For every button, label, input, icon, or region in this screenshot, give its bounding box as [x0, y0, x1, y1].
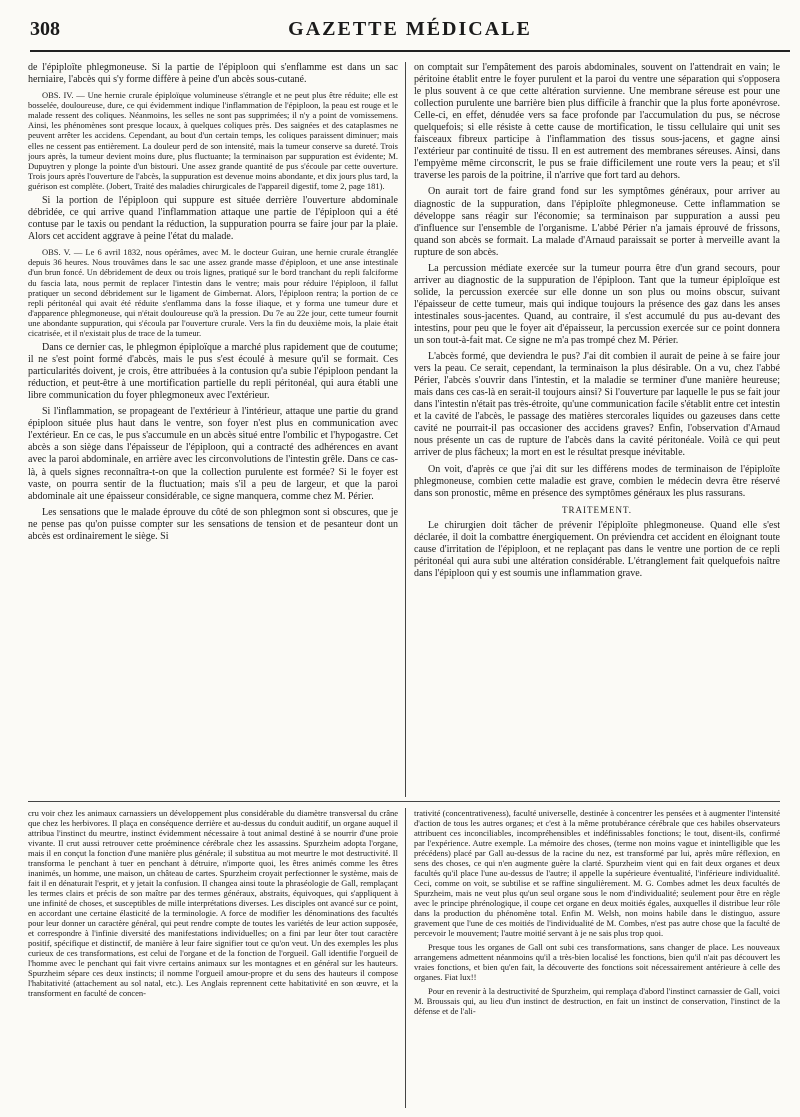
paragraph: Si la portion de l'épiploon qui suppure est située derrière l'ouverture abdominale débridée, ce qui arrive quand l'inflammation attaque une partie de l'épiploon qui a été contuse par le taxis ou pendant la réduction, la suppuration pourra se faire jour par la plaie. Alors cet accident aggrave à peine l'état du malade. [28, 195, 398, 243]
section-heading-traitement: TRAITEMENT. [561, 504, 633, 515]
paragraph: trativité (concentrativeness), faculté universelle, destinée à concentrer les pensées et à augmenter l'intensité d'action de tous les autres organes; et c'est à la même protubérance cérébrale que ces habiles observateurs attribuent ces inconciliables, incompréhensibles et indéfinissables fonctions; le tout, disent-ils, confirmé par l'expérience. Autre exemple. La mémoire des choses, (terme non moins vague et inintelligible que les précédens) placé par Gall au-dessus de la racine du nez, est transformé par lui, après mûre réflexion, en sens des choses, ce qui n'en augmente guère la clarté. Spurzheim vient qui en fait deux organes et deux facultés qu'il place l'une au-dessus de l'autre; il appelle la supérieure éventualité, l'inférieure individualité. Ceci, comme on voit, se subtilise et se raffine singulièrement. M. G. Combes admet les deux facultés de Spurzheim, mais ne veut plus qu'un seul organe sous le nom d'individualité; seulement pour être en règle avec le principe phrénologique, il coupe cet organe en deux moitiés égales, auxquelles il distribue leur rôle dans la production du phénomène total. Enfin M. Welsh, non moins habile dans le distinguo, assure gravement que l'une de ces moitiés de l'individualité de M. Combes, n'est pas autre chose que la faculté de percevoir le mouvement; l'autre moitié servant à je ne sais plus trop quoi. [414, 808, 780, 938]
page-number: 308 [30, 18, 60, 40]
column-divider [405, 62, 406, 797]
paragraph: cru voir chez les animaux carnassiers un développement plus considérable du diamètre transversal du crâne que chez les herbivores. Il plaça en conséquence derrière et au-dessus du conduit auditif, un organe auquel il attribua l'instinct du meurtre, instinct évidemment nécessaire à tout animal destiné à se nourrir d'une proie vivante. Il crut aussi retrouver cette proéminence cérébrale chez les assassins. Spurzheim adopta l'organe, mais il en conçut la fonction d'une manière plus générale; il substitua au mot meurtre le mot destructivité. Il transforma le penchant à tuer en penchant à détruire, n'importe quoi, les êtres animés comme les êtres inanimés, un homme, une maison, un château de cartes. Spurzheim croyait perfectionner le système, mais de fait il en dénaturait l'esprit, et y jetait la confusion. Il changea ainsi toute la phraséologie de Gall, remplaçant les termes clairs et précis de son maître par des termes généraux, abstraits, équivoques, qui s'appliquent à une infinité de choses, et susceptibles de mille interprétations diverses. Les disciples ont avancé sur ce point, en accordant une certaine élasticité de la terminologie. A force de modifier les dénominations des facultés pour leur donner un caractère général, qui peut rendre compte de toutes les variétés de leur action supposée, et correspondre à l'infinie diversité des manifestations individuelles; on a fini par leur ôter tout caractère positif, spécifique et distinctif, de manière à leur faire signifier tout ce qu'on veut. Un des exemples les plus curieux de ces transformations, est celui de l'organe et de la fonction de l'orgueil. Gall identifie l'orgueil de l'homme avec le penchant qui fait vivre certains animaux sur les montagnes et en général sur les hauteurs. Spurzheim sépare ces deux instincts; il nomme l'orgueil amour-propre et du sens des hauteurs il compose l'habitativité (attachement au sol natal, etc.). Les Anglais reprennent cette habitativité en son œuvre, et la transforment en faculté de concen- [28, 808, 398, 998]
paragraph: On voit, d'après ce que j'ai dit sur les différens modes de terminaison de l'épiploïte phlegmoneuse, combien cette maladie est grave, combien le médecin devra être réservé dans son pronostic, même en présence des symptômes généraux les plus rassurans. [414, 463, 780, 499]
paragraph: Presque tous les organes de Gall ont subi ces transformations, sans changer de place. Les nouveaux arrangemens admettent néanmoins qu'il a très-bien localisé les fonctions, bien qu'il n'ait pas découvert les vraies fonctions, et bien qu'en fait, la découverte des fonctions soit nécessairement antérieure à celle des organes. Fiat lux!! [414, 942, 780, 982]
journal-title: GAZETTE MÉDICALE [288, 18, 532, 40]
upper-left-column [28, 62, 398, 797]
paragraph: on comptait sur l'empâtement des parois abdominales, souvent on l'attendrait en vain; le péritoine établit entre le foyer purulent et la paroi du ventre une séparation qui s'opposera le plus souvent à ce que cette altération survienne. Une membrane séreuse est pour une collection purulente une barrière bien plus difficile à franchir que la plus forte aponévrose. Celle-ci, en effet, dénudée vers sa face profonde par l'accumulation du pus, se nécrose quelquefois; si elle résiste à cette cause de mortification, le tissu cellulaire qui unit ses faisceaux fibreux participe à l'inflammation des tissus sous-jacens, et gagne ainsi l'extérieur par continuité de tissu. Il en est autrement des membranes séreuses. Ainsi, dans l'empyème même circonscrit, le pus se fraie difficilement une route vers la peau; et s'il traverse les parois de la poitrine, il n'arrive que fort tard au dehors. [414, 62, 780, 182]
header-rule [30, 50, 790, 52]
paragraph: Si l'inflammation, se propageant de l'extérieur à l'intérieur, attaque une partie du grand épiploon située plus haut dans le ventre, son foyer n'est plus en communication avec l'extérieur. En ce cas, le pus s'accumule en un abcès situé entre l'ombilic et l'hypogastre. Cet abcès a son siège dans l'épaisseur de l'épiploon, qui a contracté des adhérences en avant avec la paroi abdominale, en arrière avec les circonvolutions de l'intestin grêle. Dans ce cas-là, à quels signes reconnaîtra-t-on que la collection purulente est formée? Si le foyer est vaste, on pourra sentir de la fluctuation; mais s'il a peu de largeur, et que la paroi abdominale ait une épaisseur considérable, ce signe manquera, comme chez M. Périer. [28, 406, 398, 502]
paragraph: Pour en revenir à la destructivité de Spurzheim, qui remplaça d'abord l'instinct carnassier de Gall, voici M. Broussais qui, au lieu d'un instinct de destruction, en fait un instinct de conservation, l'instinct de la défense et de l'ali- [414, 986, 780, 1016]
paragraph: La percussion médiate exercée sur la tumeur pourra être d'un grand secours, pour arriver au diagnostic de la suppuration de l'épiploon. Tant que la tumeur épiploïque est solide, la percussion exercée sur elle donne un son plus ou moins obscur, suivant l'épaisseur de cette tumeur, mais qui indique toujours la présence des gaz dans les anses intestinales sous-jacentes. Quand, au contraire, il s'est accumulé du pus au-devant des intestins, pour peu que le foyer ait d'épaisseur, la percussion exercée sur ce point donnera un son tout-à-fait mat. Ce signe ne m'a pas trompé chez M. Périer. [414, 262, 780, 347]
lower-right-column [414, 808, 780, 1108]
paragraph: Les sensations que le malade éprouve du côté de son phlegmon sont si obscures, que je ne pense pas qu'on puisse compter sur les sensations de tension et de pesanteur dont un abcès est ordinairement le siège. Si [28, 506, 398, 542]
page-header [30, 18, 790, 52]
observation-iv: OBS. IV. — Une hernie crurale épiploïque volumineuse s'étrangle et ne peut plus être réduite; elle est bosselée, douloureuse, dure, ce qui évidemment indique l'inflammation de l'épiploon, la peau est rouge et le malade ressent des coliques. Néanmoins, les selles ne sont pas supprimées; il n'y a point de vomissemens. Ainsi, les phénomènes sont presque locaux, à quelques coliques près. Des saignées et des cataplasmes ne peuvent arrêter les accidens. Cependant, au bout d'un certain temps, les coliques paraissent diminuer; mais elles ne cessent pas entièrement. La douleur perd de son intensité, mais la tumeur conserve sa dureté. Trois jours après, la tumeur devient moins dure, plus fluctuante; la terminaison par suppuration est évidente; M. Dupuytren y plonge la pointe d'un bistouri. Une assez grande quantité de pus s'écoule par cette ouverture. Trois jours après l'ouverture de l'abcès, la suppuration est devenue moins abondante, et dix jours plus tard, la guérison est complète. (Jobert, Traité des maladies chirurgicales de l'appareil digestif, tome 2, page 181). [28, 90, 398, 191]
feuilleton-rule [28, 801, 780, 802]
column-divider-lower [405, 808, 406, 1108]
observation-v: OBS. V. — Le 6 avril 1832, nous opérâmes, avec M. le docteur Guiran, une hernie crurale étranglée depuis 36 heures. Nous trouvâmes dans le sac une assez grande masse d'épiploon, et une anse intestinale d'un brun foncé. Un débridement de deux ou trois lignes, pratiqué sur le bord tranchant du repli falciforme du fascia lata, nous permit de replacer l'intestin dans le ventre; mais pour réduire l'épiploon, il fallut pratiquer un second débridement sur le ligament de Gimbernat. Alors, l'épiploon rentra; la portion de ce repli péritonéal qui avait été réduite s'enflamma dans la fosse iliaque, et y forma une tumeur dure et d'apparence phlegmoneuse, qui n'était douloureuse qu'à la pression. Du 7e au 22e jour, cette tumeur fournit une abondante suppuration, qui s'écoula par l'ouverture crurale. Vers la fin du deuxième mois, la plaie était cicatrisée, et il n'existait plus de trace de la tumeur. [28, 247, 398, 338]
paragraph: de l'épiploïte phlegmoneuse. Si la partie de l'épiploon qui s'enflamme est dans un sac herniaire, l'abcès qui s'y forme diffère à peine d'un abcès sous-cutané. [28, 62, 398, 86]
paragraph: On aurait tort de faire grand fond sur les symptômes généraux, pour arriver au diagnostic de la suppuration, dans l'épiploïte phlegmoneuse. Cette inflammation se développe sans réagir sur l'économie; sa terminaison par suppuration a aussi peu d'influence sur l'ensemble de l'organisme. L'abbé Périer n'a jamais éprouvé de frissons, quand son abcès se formait. La malade d'Arnaud paraissait se porter à merveille avant la rupture de son abcès. [414, 186, 780, 258]
paragraph: Dans ce dernier cas, le phlegmon épiploïque a marché plus rapidement que de coutume; il ne s'est point formé d'abcès, mais le pus s'est écoulé à mesure qu'il se formait. Ces particularités doivent, je crois, être attribuées à la contusion qu'a subie l'épiploon pendant la réduction, et peut-être à une mortification partielle du repli péritonéal, qui aura établi une libre communication du foyer phlegmoneux avec l'extérieur. [28, 342, 398, 402]
lower-left-column [28, 808, 398, 1108]
paragraph: Le chirurgien doit tâcher de prévenir l'épiploïte phlegmoneuse. Quand elle s'est déclarée, il doit la combattre énergiquement. On préviendra cet accident en éloignant toute cause d'irritation de l'épiploon, et ne replaçant pas dans le ventre une portion de ce repli péritonéal qui aura subi une altération considérable. L'étranglement fait quelquefois naître dans l'épiploon qui y est soumis une inflammation grave. [414, 519, 780, 579]
paragraph: L'abcès formé, que deviendra le pus? J'ai dit combien il aurait de peine à se faire jour vers la peau. Ce serait, cependant, la terminaison la plus désirable. On a vu, chez l'abbé Périer, l'abcès s'ouvrir dans l'intestin, et la maladie se terminer d'une manière heureuse; mais dans ces cas-là en serait-il toujours ainsi? Si l'ouverture par laquelle le pus se fait jour dans l'intestin n'était pas très-étroite, qu'une communication facile s'établit entre cet intestin et la cavité de l'abcès, le passage des matières stercorales liquides ou gazeuses dans cette cavité ne pourrait-il pas occasioner des accidens graves? Enfin, l'observation d'Arnaud nous présente un cas de rupture de l'abcès dans la cavité péritonéale. Voilà ce qui peut arriver de plus fâcheux; la mort en est le résultat presque inévitable. [414, 351, 780, 459]
upper-right-column [414, 62, 780, 797]
